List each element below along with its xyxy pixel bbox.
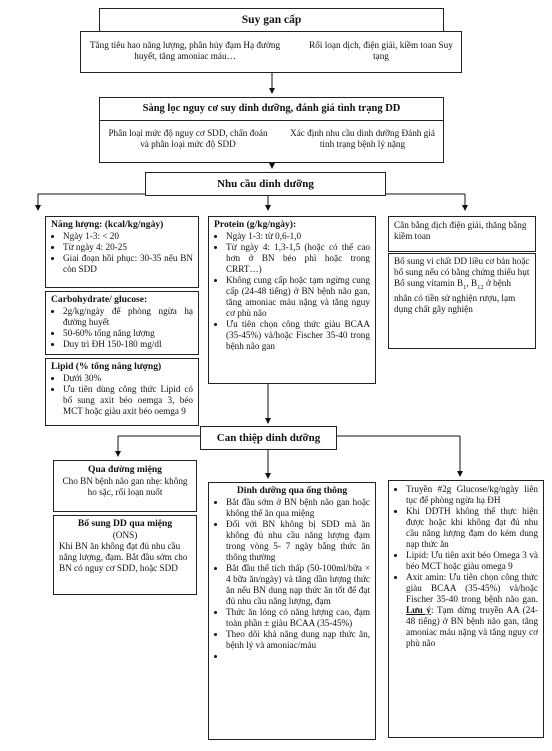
parenteral-item: • Lipid: Ưu tiên axit béo Omega 3 và béo MCT hoặc giàu omega 9 (406, 550, 538, 572)
screening-detail-box (99, 120, 444, 163)
energy-list (51, 231, 193, 275)
carb-item: • Duy trì ĐH 150-180 mg/dl (63, 339, 193, 350)
carb-list (51, 306, 193, 350)
needs-title-box (145, 172, 386, 196)
protein-item: • Từ ngày 4: 1,3-1,5 (hoặc có thể cao hơn ở BN béo phì hoặc trong CRRT…) (226, 242, 370, 275)
carb-item: • 50-60% tổng năng lượng (63, 328, 193, 339)
micro-text-mid: , B (466, 278, 478, 288)
tube-item (226, 651, 370, 662)
needs-title: Nhu cầu dinh dưỡng (217, 178, 314, 190)
top-title-box (99, 8, 444, 32)
lipid-item: • Ưu tiên dùng công thức Lipid có bổ sung axit béo oemga 3, béo MCT hoặc giàu axit béo oemga 9 (63, 384, 193, 417)
parenteral-item: • Truyền #2g Glucose/kg/ngày liên tục để phòng ngừa hạ ĐH (406, 484, 538, 506)
tube-item: • Thức ăn lỏng có năng lượng cao, đạm toàn phần ± giàu BCAA (35-45%) (226, 607, 370, 629)
parenteral-item-amino (406, 572, 538, 649)
top-left-text: Tăng tiêu hao năng lượng, phân hủy đạm Hạ đường huyết, tăng amoniac máu… (89, 40, 281, 61)
carb-item: • 2g/kg/ngày để phòng ngừa hạ đường huyết (63, 306, 193, 328)
protein-title: Protein (g/kg/ngày): (214, 219, 297, 230)
ons-text: Khi BN ăn không đạt đủ nhu cầu năng lượng, đạm. Bắt đầu sớm cho BN có nguy cơ SDD, hoặc SDD (59, 541, 188, 573)
protein-box (208, 216, 376, 384)
ons-sub: (ONS) (112, 530, 138, 540)
tube-feeding-title: Dinh dưỡng qua ống thông (236, 485, 348, 496)
screening-right-text: Xác định nhu cầu dinh dưỡng Đánh giá tình trạng bệnh lý nặng (290, 128, 435, 149)
screening-title-box (99, 97, 444, 121)
screening-left-text: Phân loại mức độ nguy cơ SDD, chẩn đoán và phân loại mức độ SDD (108, 128, 268, 149)
intervention-title-box (200, 426, 337, 450)
protein-item: • Ngày 1-3: từ 0,6-1,0 (226, 231, 370, 242)
ons-title: Bổ sung DD qua miệng (77, 518, 173, 529)
tube-item: • Bắt đầu thể tích thấp (50-100ml/bữa × 4 bữa ăn/ngày) và tăng dần lượng thức ăn nếu BN dung nạp thức ăn tốt để đạt đủ nhu cầu năng lượng, đạm (226, 563, 370, 607)
top-detail-box (80, 31, 462, 73)
energy-item: • Từ ngày 4: 20-25 (63, 242, 193, 253)
top-right-text: Rối loạn dịch, điện giải, kiềm toan Suy tạng (309, 40, 453, 61)
carb-box (45, 291, 199, 355)
electrolyte-text: Cân bằng dịch điện giải, thăng bằng kiềm toan (394, 220, 527, 241)
oral-title: Qua đường miệng (88, 464, 162, 475)
micro-sub-1: 1 (463, 283, 467, 291)
tube-item: • Theo dõi khả năng dung nạp thức ăn, bệnh lý và amoniac/máu (226, 629, 370, 651)
lipid-title: Lipid (% tổng năng lượng) (51, 361, 162, 372)
energy-item: • Giai đoạn hồi phục: 30-35 nếu BN còn SDD (63, 253, 193, 275)
parenteral-item: • Khi DDTH không thể thực hiện được hoặc khi không đạt đủ nhu cầu năng lượng đạm do kém dung nạp thức ăn (406, 506, 538, 550)
micronutrient-box (388, 253, 536, 349)
top-title: Suy gan cấp (241, 14, 302, 26)
oral-box (53, 460, 197, 512)
tube-feeding-box (208, 482, 376, 740)
screening-title: Sàng lọc nguy cơ suy dinh dưỡng, đánh giá tình trạng DD (142, 103, 401, 114)
parenteral-list (394, 484, 538, 649)
amino-note-text: : Tạm dừng truyền AA (24-48 tiếng) ở BN bệnh não gan, tăng amoniac máu nặng và tăng nguy cơ phù não (406, 605, 538, 648)
micro-text-pre: Bổ sung vitamin B (394, 278, 464, 288)
lipid-item: • Dưới 30% (63, 373, 193, 384)
lipid-list (51, 373, 193, 417)
protein-item: • Không cung cấp hoặc tạm ngừng cung cấp (24-48 tiếng) ở BN bệnh não gan, tăng amoniac máu nặng và tăng nguy cơ phù não (226, 275, 370, 319)
lipid-box (45, 358, 199, 426)
oral-text: Cho BN bệnh não gan nhẹ: không ho sặc, rối loạn nuốt (62, 476, 188, 497)
micro-sub-2: 12 (477, 283, 484, 291)
amino-note-label: Lưu ý (406, 605, 431, 615)
micronutrient-text-2 (394, 278, 530, 315)
ons-box (53, 515, 197, 595)
energy-item: • Ngày 1-3: < 20 (63, 231, 193, 242)
carb-title: Carbohydrate/ glucose: (51, 294, 148, 305)
energy-title: Năng lượng: (kcal/kg/ngày) (51, 219, 164, 230)
protein-list (214, 231, 370, 352)
energy-box (45, 216, 199, 288)
micronutrient-text-1: Bổ sung vi chất DD liều cơ bản hoặc bổ sung nếu có bằng chứng thiếu hụt (394, 256, 530, 277)
tube-feeding-list (214, 497, 370, 662)
amino-text: Axit amin: Ưu tiên chọn công thức giàu BCAA (35-45%) và/hoặc Fischer 35-40 trong bệnh não gan. (406, 572, 538, 604)
electrolyte-box (388, 216, 536, 252)
tube-item: • Đối với BN không bị SDD mà ăn không đủ nhu cầu năng lượng đạm trong vòng 5- 7 ngày bằng thức ăn thông thường (226, 519, 370, 563)
micro-text-post: ở bệnh nhân có tiền sử nghiện rượu, lạm dụng chất gây nghiện (394, 278, 516, 314)
protein-item: • Ưu tiên chọn công thức giàu BCAA (35-45%) và/hoặc Fischer 35-40 trong bệnh não gan (226, 319, 370, 352)
parenteral-box (388, 480, 544, 738)
tube-item: • Bắt đầu sớm ở BN bệnh não gan hoặc không thể ăn qua miệng (226, 497, 370, 519)
intervention-title: Can thiệp dinh dưỡng (216, 432, 321, 444)
